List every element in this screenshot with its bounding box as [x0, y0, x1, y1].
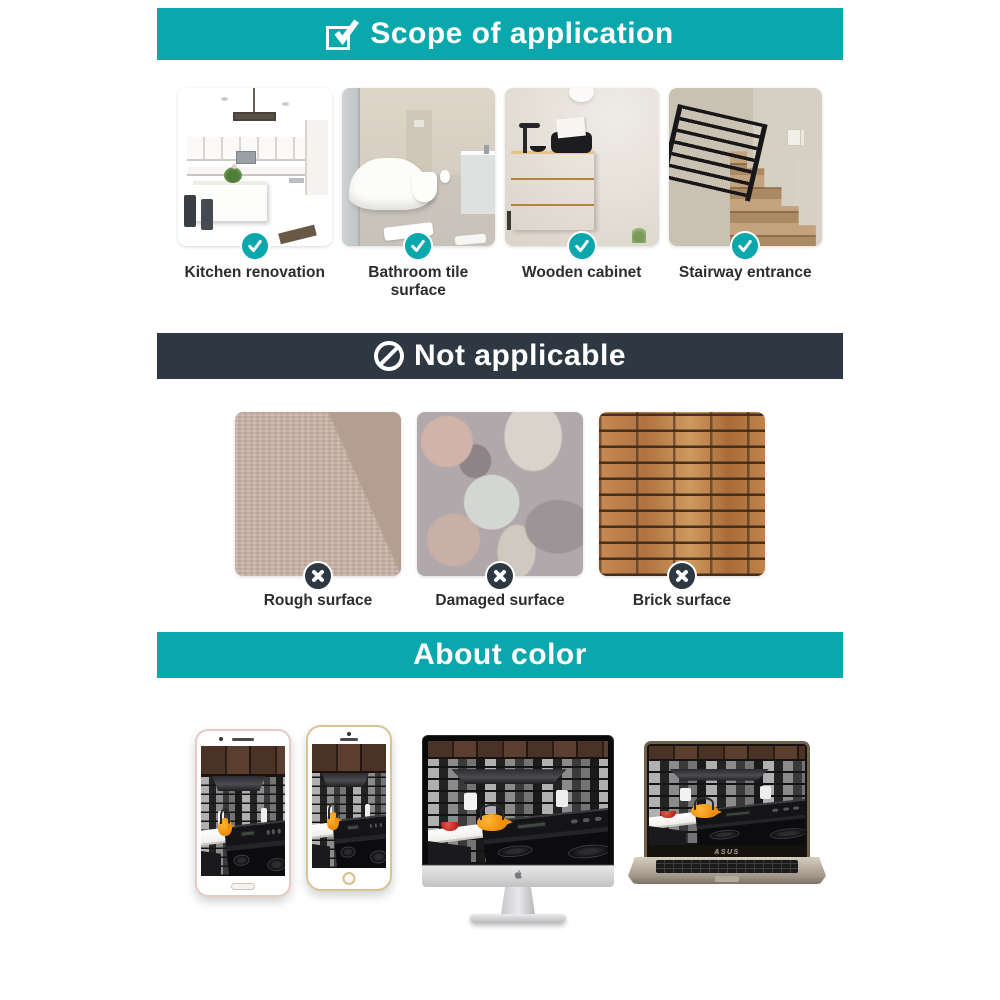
wall-outlet [464, 793, 477, 810]
smartphone-large [195, 729, 291, 897]
orange-kettle [691, 804, 718, 818]
monitor-screen [422, 735, 614, 865]
stove-knob [571, 818, 578, 823]
wood-cabinets [649, 746, 805, 761]
under-counter-cabinet [201, 851, 221, 876]
check-badge [567, 231, 597, 261]
card-label: Kitchen renovation [184, 264, 325, 281]
stove-burner [369, 850, 386, 864]
laptop-touchpad [715, 876, 739, 882]
phone-home-button [343, 872, 356, 885]
phone-camera-dot [347, 732, 351, 736]
stove-display [347, 824, 360, 830]
stove-burner [497, 844, 533, 858]
laptop-keyboard [656, 860, 799, 873]
monitor-chin [422, 865, 614, 887]
phone-speaker [340, 738, 358, 741]
stove-display [516, 821, 546, 829]
phone-screen [312, 744, 386, 868]
laptop-brand-logo: ASUS [714, 849, 740, 856]
laptop-base [628, 857, 826, 884]
wall-outlet [760, 786, 771, 800]
card-label: Damaged surface [435, 592, 565, 609]
stove-burner [266, 857, 285, 872]
phone-camera-dot [219, 737, 223, 741]
stove-knob [374, 823, 377, 828]
kitchen-backsplash-scene [312, 744, 386, 868]
stove-burner [709, 829, 740, 841]
under-counter-cabinet [312, 844, 330, 868]
laptop-screen [649, 746, 805, 845]
check-badge [403, 231, 433, 261]
x-badge [485, 561, 515, 591]
stove-knob [793, 806, 799, 810]
check-badge [730, 231, 760, 261]
about-color-title: About color [413, 638, 587, 671]
stove-display [241, 830, 255, 837]
stove-burner [340, 846, 355, 858]
orange-kettle [327, 812, 340, 829]
wood-cabinets [312, 744, 386, 773]
stove-knob [272, 829, 276, 834]
card-label: Wooden cabinet [522, 264, 642, 281]
range-hood [451, 769, 566, 784]
stove-knob [783, 807, 789, 811]
x-badge [303, 561, 333, 591]
card-label: Bathroom tile surface [368, 264, 469, 299]
phone-home-button [231, 883, 255, 890]
kitchen-backsplash-scene [201, 746, 285, 876]
stove-display [726, 810, 752, 817]
range-hood [669, 769, 769, 781]
stove-knob [583, 817, 590, 822]
range-hood [322, 773, 369, 788]
kitchen-backsplash-scene [428, 741, 608, 864]
kitchen-backsplash-scene [649, 746, 805, 845]
wood-cabinets [201, 746, 285, 776]
stove-burner [769, 827, 805, 841]
phone-screen [201, 746, 285, 876]
orange-kettle [477, 814, 508, 831]
stove-knob [773, 808, 779, 812]
desktop-monitor [422, 735, 614, 923]
stove-knob [369, 824, 372, 829]
stove-knob [594, 816, 601, 821]
wall-outlet [556, 790, 569, 807]
wall-outlet [680, 788, 691, 802]
stove-knob [379, 823, 382, 828]
scope-title: Scope of application [370, 17, 674, 50]
stove-knob [277, 828, 281, 833]
laptop-lid [644, 741, 810, 857]
not-applicable-title: Not applicable [413, 339, 627, 372]
card-label: Rough surface [263, 592, 373, 609]
stove-burner [233, 853, 250, 866]
phone-speaker [232, 738, 254, 741]
stove-knob [266, 829, 270, 834]
asus-laptop [628, 741, 826, 884]
wood-cabinets [428, 741, 608, 759]
x-badge [667, 561, 697, 591]
stove-burner [567, 842, 608, 859]
card-label: Stairway entrance [678, 264, 812, 281]
range-hood [212, 776, 266, 792]
monitor-stand-neck [501, 887, 535, 914]
check-badge [240, 231, 270, 261]
card-label: Brick surface [632, 592, 732, 609]
smartphone-small [306, 725, 392, 891]
apple-logo-icon [513, 868, 524, 886]
monitor-stand-base [470, 914, 566, 923]
orange-kettle [218, 818, 232, 836]
